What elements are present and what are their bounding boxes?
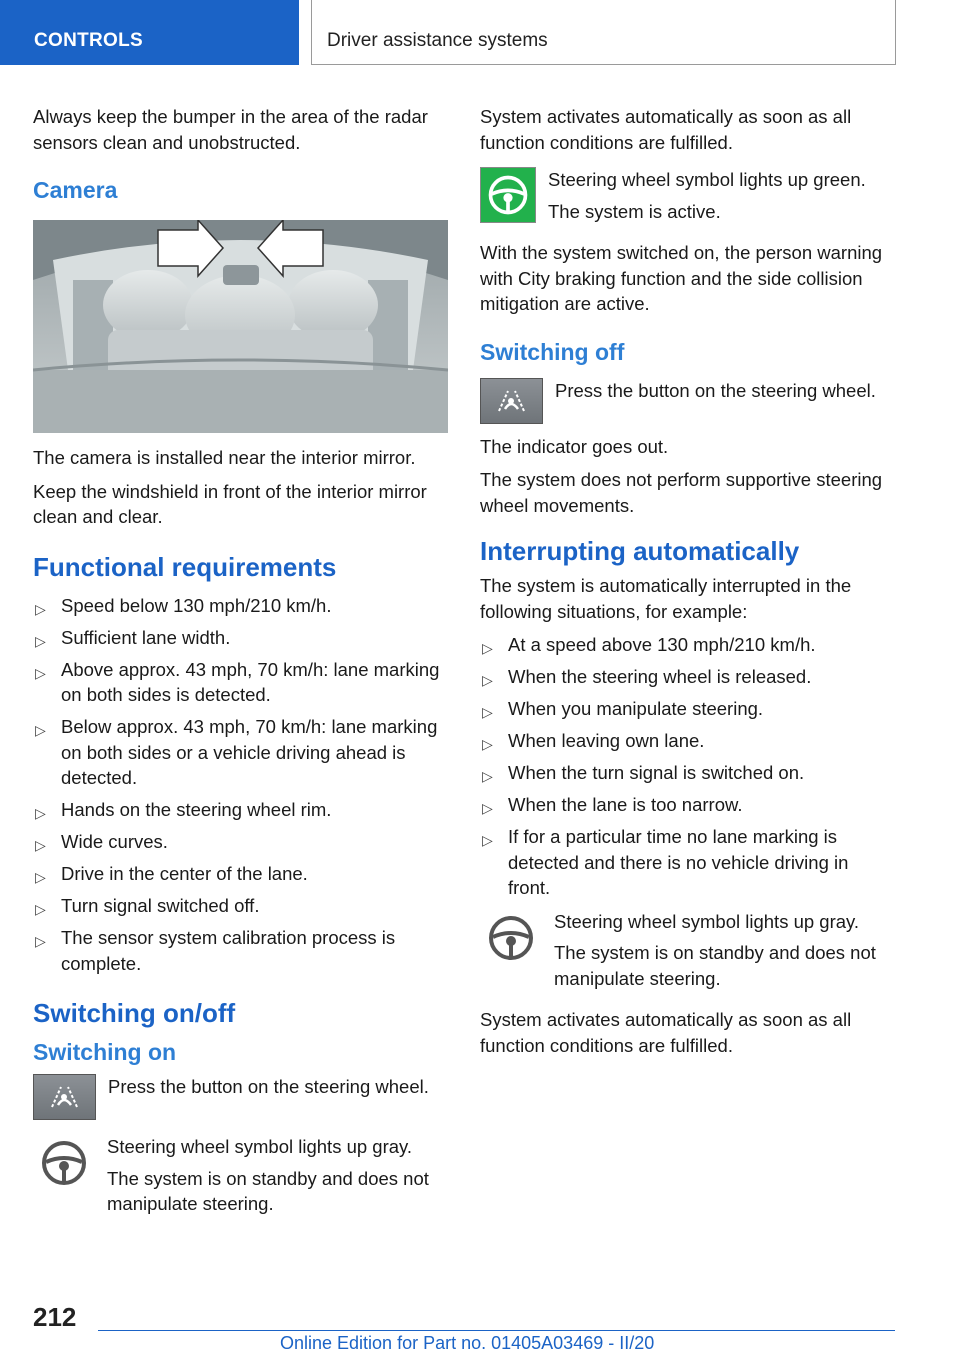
section-title: CONTROLS bbox=[34, 30, 144, 51]
bullet-triangle-icon: ▷ bbox=[482, 640, 493, 656]
interrupting-list bbox=[480, 632, 890, 901]
gray-symbol-text: Steering wheel symbol lights up gray. bbox=[107, 1136, 413, 1157]
list-item: ▷ When you manipulate steering. bbox=[480, 696, 890, 722]
switch-off-instruction bbox=[480, 378, 890, 424]
standby-text: The system is on standby and does not manipulate steering. bbox=[107, 1167, 429, 1214]
switching-off-heading: Switching off bbox=[480, 338, 625, 365]
list-item: ▷ When the lane is too narrow. bbox=[480, 792, 890, 818]
press-button-text: Press the button on the steering wheel. bbox=[108, 1076, 429, 1097]
edition-text: Online Edition for Part no. 01405A03469 - II/20 bbox=[280, 1333, 655, 1353]
bullet-triangle-icon: ▷ bbox=[35, 837, 46, 853]
section-tab bbox=[0, 0, 299, 65]
system-on-text: With the system switched on, the person warning with City braking function and the side collision mitigation are active. bbox=[480, 242, 883, 314]
car-interior-illustration bbox=[33, 220, 448, 433]
camera-location-image bbox=[33, 220, 448, 433]
switching-on-heading: Switching on bbox=[33, 1039, 177, 1065]
lane-assist-button-icon bbox=[480, 378, 543, 424]
steering-wheel-gray-icon bbox=[480, 909, 542, 967]
interrupting-intro: The system is automatically interrupted in the following situations, for example: bbox=[480, 575, 852, 622]
chapter-title: Driver assistance systems bbox=[327, 30, 548, 51]
press-button-text: Press the button on the steering wheel. bbox=[555, 379, 876, 401]
bullet-triangle-icon: ▷ bbox=[482, 832, 493, 848]
right-column bbox=[480, 104, 890, 1066]
active-text: The system is active. bbox=[548, 200, 721, 222]
camera-heading: Camera bbox=[33, 177, 118, 203]
bullet-triangle-icon: ▷ bbox=[35, 722, 46, 738]
gray-symbol-info bbox=[33, 1134, 448, 1223]
bullet-triangle-icon: ▷ bbox=[482, 672, 493, 688]
bullet-triangle-icon: ▷ bbox=[35, 901, 46, 917]
bullet-triangle-icon: ▷ bbox=[482, 704, 493, 720]
steering-wheel-green-icon bbox=[480, 167, 536, 223]
no-support-text: The system does not perform supportive steering wheel movements. bbox=[480, 469, 883, 516]
indicator-out-text: The indicator goes out. bbox=[480, 435, 669, 457]
list-item: ▷ Sufficient lane width. bbox=[33, 625, 448, 651]
chapter-tab bbox=[311, 0, 896, 65]
list-item: ▷ When the steering wheel is released. bbox=[480, 664, 890, 690]
bullet-triangle-icon: ▷ bbox=[482, 800, 493, 816]
bullet-triangle-icon: ▷ bbox=[35, 869, 46, 885]
functional-requirements-list bbox=[33, 593, 448, 977]
list-item: ▷ Hands on the steering wheel rim. bbox=[33, 797, 448, 823]
steering-wheel-gray-icon bbox=[33, 1134, 95, 1192]
list-item: ▷ When the turn signal is switched on. bbox=[480, 760, 890, 786]
list-item: ▷ Turn signal switched off. bbox=[33, 893, 448, 919]
bullet-triangle-icon: ▷ bbox=[35, 805, 46, 821]
activation-text: System activates automatically as soon as all function conditions are fulfilled. bbox=[480, 106, 852, 153]
switching-on-off-heading: Switching on/off bbox=[33, 998, 236, 1028]
gray-symbol-info bbox=[480, 909, 890, 998]
interrupting-heading: Interrupting automatically bbox=[480, 536, 800, 566]
list-item: ▷ Speed below 130 mph/210 km/h. bbox=[33, 593, 448, 619]
gray-symbol-text: Steering wheel symbol lights up gray. bbox=[554, 910, 860, 932]
green-symbol-info bbox=[480, 167, 890, 230]
camera-location-text: The camera is installed near the interior mirror. bbox=[33, 447, 416, 468]
bullet-triangle-icon: ▷ bbox=[35, 632, 46, 649]
activation-text: System activates automatically as soon as all function conditions are fulfilled. bbox=[480, 1009, 852, 1056]
list-item: ▷ If for a particular time no lane marking is detected and there is no vehicle driving in front. bbox=[482, 826, 849, 898]
list-item: ▷ Drive in the center of the lane. bbox=[33, 861, 448, 887]
functional-requirements-heading: Functional requirements bbox=[33, 551, 337, 582]
bullet-triangle-icon: ▷ bbox=[482, 768, 493, 784]
list-item: ▷ Below approx. 43 mph, 70 km/h: lane marking on both sides or a vehicle driving ahead is detected. bbox=[35, 716, 438, 788]
bullet-triangle-icon: ▷ bbox=[35, 600, 46, 617]
bumper-note: Always keep the bumper in the area of the radar sensors clean and unobstructed. bbox=[33, 106, 428, 153]
list-item: ▷ At a speed above 130 mph/210 km/h. bbox=[480, 632, 890, 658]
lane-assist-button-icon bbox=[33, 1074, 96, 1120]
list-item: ▷ The sensor system calibration process is complete. bbox=[35, 927, 396, 974]
bullet-triangle-icon: ▷ bbox=[482, 736, 493, 752]
green-symbol-text: Steering wheel symbol lights up green. bbox=[548, 169, 866, 190]
bullet-triangle-icon: ▷ bbox=[35, 664, 46, 681]
footer-divider bbox=[98, 1330, 895, 1331]
list-item: ▷ Wide curves. bbox=[33, 829, 448, 855]
camera-clean-text: Keep the windshield in front of the interior mirror clean and clear. bbox=[33, 480, 427, 527]
left-column bbox=[33, 104, 448, 1233]
standby-text: The system is on standby and does not manipulate steering. bbox=[554, 942, 876, 989]
switch-on-instruction bbox=[33, 1074, 448, 1120]
page-number: 212 bbox=[33, 1302, 77, 1332]
list-item: ▷ When leaving own lane. bbox=[480, 728, 890, 754]
list-item: ▷ Above approx. 43 mph, 70 km/h: lane marking on both sides is detected. bbox=[35, 658, 440, 705]
bullet-triangle-icon: ▷ bbox=[35, 933, 46, 949]
